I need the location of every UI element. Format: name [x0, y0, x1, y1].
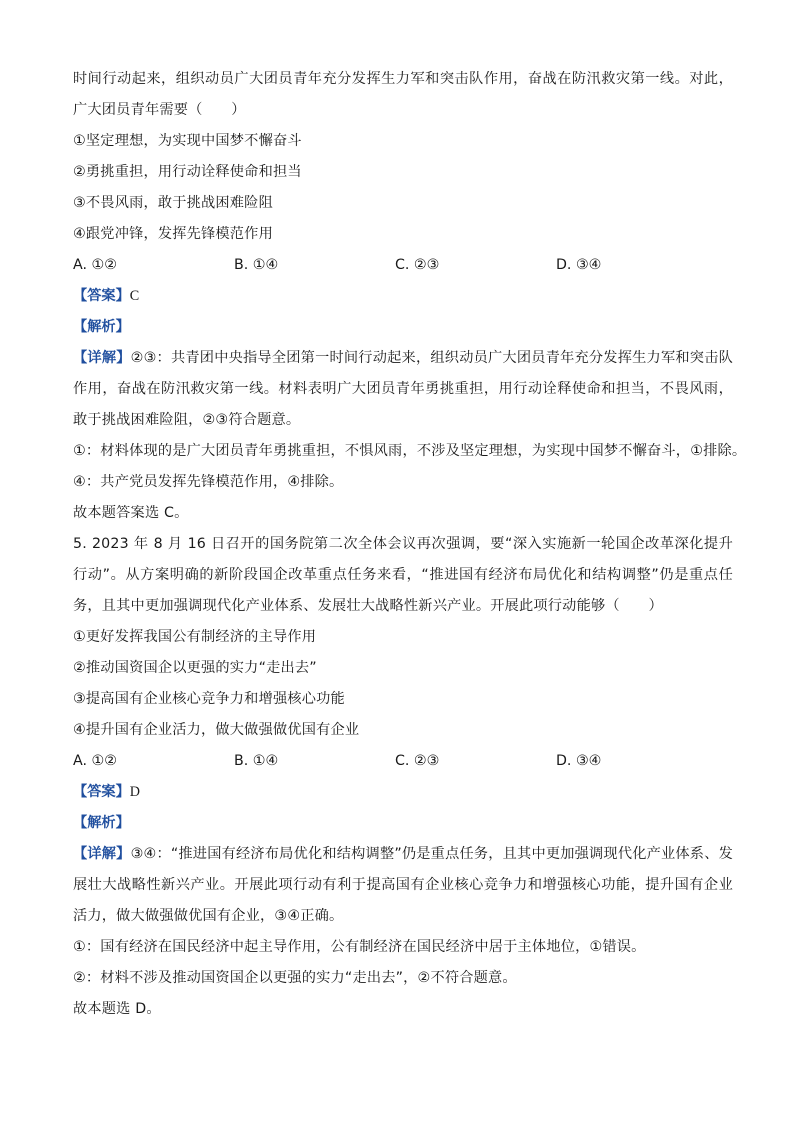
q5-item-1: ①更好发挥我国公有制经济的主导作用 [73, 629, 317, 645]
q4-detail-text: ②③：共青团中央指导全团第一时间行动起来，组织动员广大团员青年充分发挥生力军和突击队作用，奋战在防汛救灾第一线。材料表明广大团员青年勇挑重担，用行动诠释使命和担当，不畏风雨，敢于挑战困难险阻，②③符合题意。 [73, 350, 733, 428]
q5-option-b: B. ①④ [234, 753, 279, 769]
q4-answer-tag: 【答案】 [73, 288, 130, 304]
q5-answer-tag: 【答案】 [73, 784, 130, 800]
q5-stem: 5. 2023 年 8 月 16 日召开的国务院第二次全体会议再次强调，要“深入实施新一轮国企改革深化提升行动”。从方案明确的新阶段国企改革重点任务来看，“推进国有经济布局优化和结构调整”仍是重点任务，且其中更加强调现代化产业体系、发展壮大战略性新兴产业。开展此项行动能够（ ） [73, 536, 733, 614]
q4-item-4: ④跟党冲锋，发挥先锋模范作用 [73, 226, 273, 242]
q4-options [73, 250, 733, 281]
q4-item-1: ①坚定理想，为实现中国梦不懈奋斗 [73, 133, 302, 149]
q5-detail-text: ③④：“推进国有经济布局优化和结构调整”仍是重点任务，且其中更加强调现代化产业体系、发展壮大战略性新兴产业。开展此项行动有利于提高国有企业核心竞争力和增强核心功能，提升国有企业活力，做大做强做优国有企业，③④正确。 [73, 846, 733, 924]
q5-analysis-tag: 【解析】 [73, 815, 130, 831]
q5-analysis [73, 808, 733, 839]
q5-exclusion-1: ①：国有经济在国民经济中起主导作用，公有制经济在国民经济中居于主体地位，①错误。 [73, 939, 646, 955]
q5-option-d: D. ③④ [556, 753, 602, 769]
q5-answer [73, 777, 733, 808]
q4-option-c: C. ②③ [395, 257, 440, 273]
q5-item-2: ②推动国资国企以更强的实力“走出去” [73, 660, 317, 676]
q4-detail [73, 343, 733, 436]
q4-answer [73, 281, 733, 312]
q4-option-b: B. ①④ [234, 257, 279, 273]
q5-answer-value: D [129, 784, 141, 800]
q4-item-2: ②勇挑重担，用行动诠释使命和担当 [73, 164, 302, 180]
q4-item-3: ③不畏风雨，敢于挑战困难险阻 [73, 195, 273, 211]
q4-analysis-tag: 【解析】 [73, 319, 130, 335]
q5-exclusion-2: ②：材料不涉及推动国资国企以更强的实力“走出去”，②不符合题意。 [73, 970, 517, 986]
q4-stem: 时间行动起来，组织动员广大团员青年充分发挥生力军和突击队作用，奋战在防汛救灾第一线。对此，广大团员青年需要（ ） [73, 71, 733, 118]
q4-option-a: A. ①② [73, 257, 117, 273]
q4-exclusion-2: ④：共产党员发挥先锋模范作用，④排除。 [73, 474, 344, 490]
q5-detail-tag: 【详解】 [73, 846, 131, 862]
q5-item-4: ④提升国有企业活力，做大做强做优国有企业 [73, 722, 360, 738]
q4-option-d: D. ③④ [556, 257, 602, 273]
q5-conclusion: 故本题选 D。 [73, 1001, 161, 1017]
q5-item-3: ③提高国有企业核心竞争力和增强核心功能 [73, 691, 345, 707]
q4-analysis [73, 312, 733, 343]
q4-exclusion-1: ①：材料体现的是广大团员青年勇挑重担，不惧风雨，不涉及坚定理想，为实现中国梦不懈奋斗，①排除。 [73, 443, 747, 459]
document-page [73, 64, 747, 1025]
q5-option-c: C. ②③ [395, 753, 440, 769]
q5-option-a: A. ①② [73, 753, 117, 769]
q4-answer-value: C [129, 288, 140, 304]
q5-detail [73, 839, 733, 932]
q5-options [73, 746, 733, 777]
q4-detail-tag: 【详解】 [73, 350, 131, 366]
q4-conclusion: 故本题答案选 C。 [73, 505, 189, 521]
